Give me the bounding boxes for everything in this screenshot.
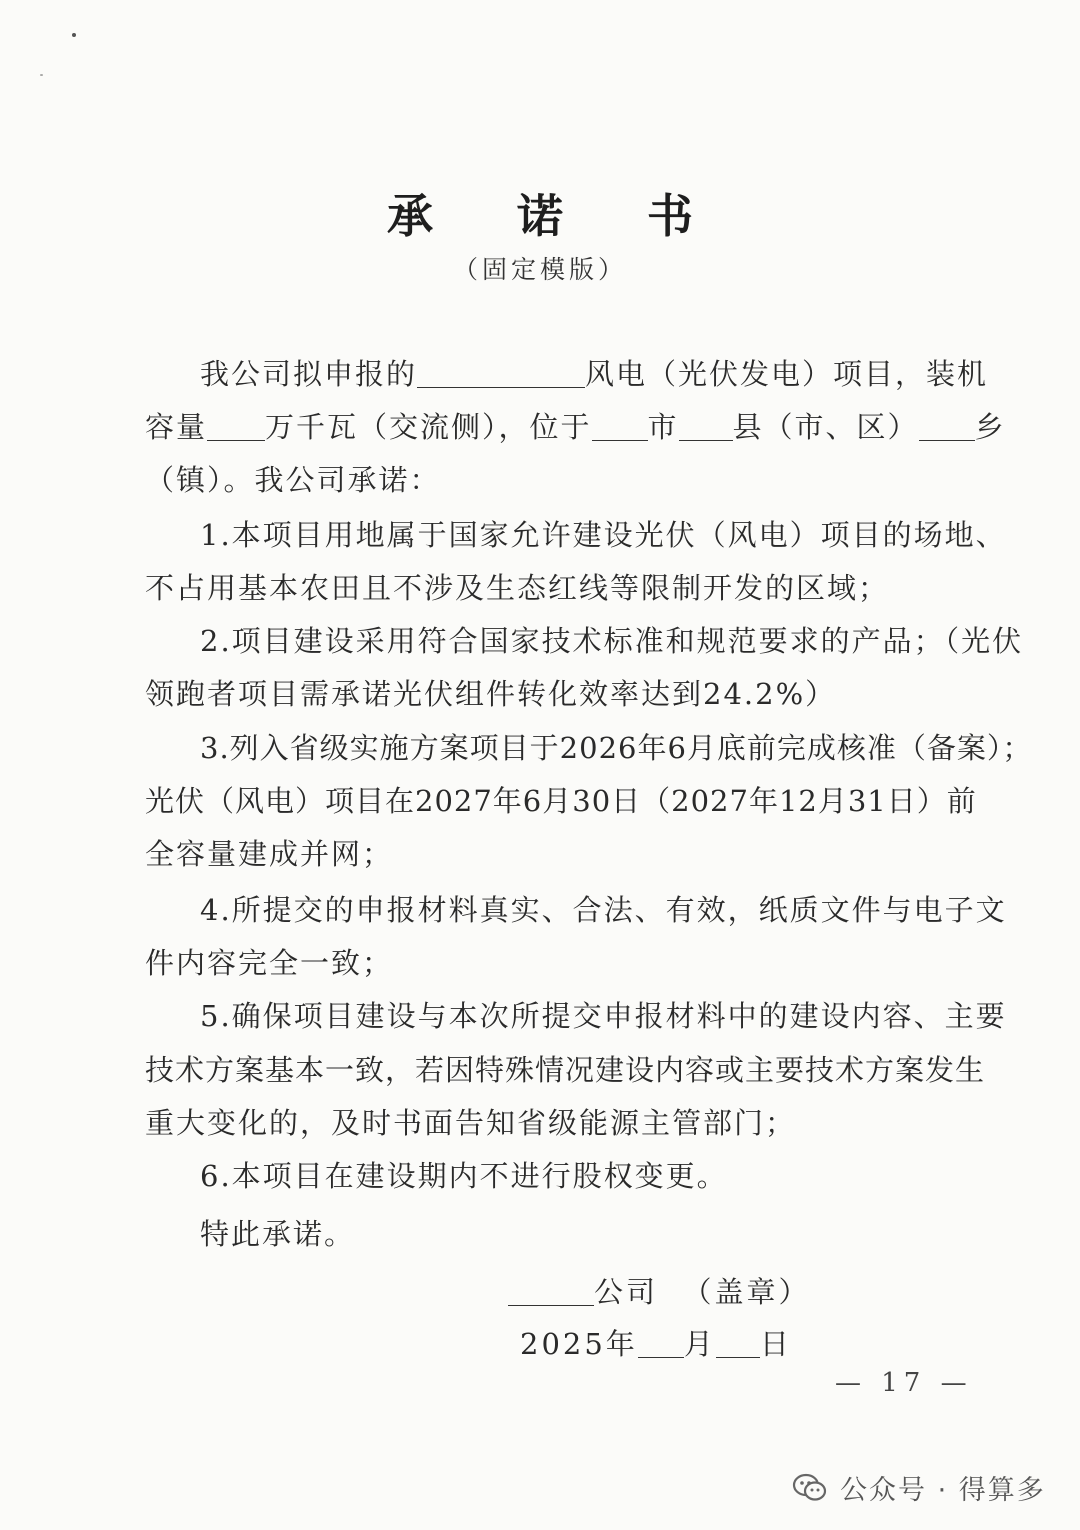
month-label: 月: [683, 1327, 716, 1361]
item-4-line-2: 件内容完全一致；: [145, 946, 394, 980]
capacity-blank: [207, 410, 265, 441]
item-5-line-1: 5.确保项目建设与本次所提交申报材料中的建设内容、主要: [200, 999, 1007, 1033]
day-label: 日: [759, 1327, 792, 1361]
intro-text: 乡: [974, 410, 1006, 444]
scan-speck: [40, 74, 43, 76]
page-title: 承 诺 书: [386, 189, 728, 243]
intro-line-2: [145, 401, 1006, 454]
wechat-watermark: [792, 1468, 1046, 1507]
company-label: 公司: [594, 1275, 659, 1309]
intro-line-1: [200, 348, 989, 401]
item-2-line-2: 领跑者项目需承诺光伏组件转化效率达到24.2%）: [145, 677, 837, 711]
closing-text: 特此承诺。: [200, 1217, 356, 1251]
page-subtitle: （固定模版）: [452, 255, 627, 284]
item-1-line-1: 1.本项目用地属于国家允许建设光伏（风电）项目的场地、: [200, 518, 1007, 552]
item-2-line-1: 2.项目建设采用符合国家技术标准和规范要求的产品；（光伏: [200, 624, 1024, 658]
item-5-line-3: 重大变化的，及时书面告知省级能源主管部门；: [145, 1106, 797, 1140]
signature-date-line: [520, 1322, 792, 1363]
township-blank: [919, 410, 975, 441]
item-1-line-2: 不占用基本农田且不涉及生态红线等限制开发的区域；: [145, 571, 890, 605]
city-blank: [592, 410, 648, 441]
intro-text: 万千瓦（交流侧），位于: [265, 410, 592, 444]
seal-label: （盖章）: [682, 1275, 811, 1309]
intro-text: 风电（光伏发电）项目，装机: [585, 357, 989, 391]
item-3-line-3: 全容量建成并网；: [145, 837, 394, 871]
intro-line-3: （镇）。我公司承诺：: [145, 463, 441, 497]
intro-text: 县（市、区）: [732, 410, 919, 444]
item-6-line-1: 6.本项目在建设期内不进行股权变更。: [200, 1159, 728, 1193]
county-blank: [679, 410, 733, 441]
intro-text: 容量: [145, 410, 208, 444]
item-3-line-2: 光伏（风电）项目在2027年6月30日（2027年12月31日）前: [145, 784, 977, 818]
intro-text: 我公司拟申报的: [200, 357, 418, 391]
signature-company-line: [508, 1270, 810, 1311]
company-name-blank: [508, 1275, 594, 1306]
project-name-blank: [417, 357, 585, 388]
item-5-line-2: 技术方案基本一致，若因特殊情况建设内容或主要技术方案发生: [145, 1053, 986, 1087]
year-label: 2025年: [520, 1327, 638, 1361]
wechat-search-icon: [792, 1472, 828, 1504]
page-number: — 17 —: [835, 1368, 973, 1398]
scan-speck: [72, 33, 76, 37]
month-blank: [638, 1327, 684, 1358]
item-3-line-1: 3.列入省级实施方案项目于2026年6月底前完成核准（备案）；: [200, 731, 1033, 765]
day-blank: [716, 1327, 760, 1358]
watermark-text: 公众号 · 得算多: [840, 1475, 1046, 1506]
intro-text: 市: [647, 410, 679, 444]
item-4-line-1: 4.所提交的申报材料真实、合法、有效，纸质文件与电子文: [200, 893, 1007, 927]
